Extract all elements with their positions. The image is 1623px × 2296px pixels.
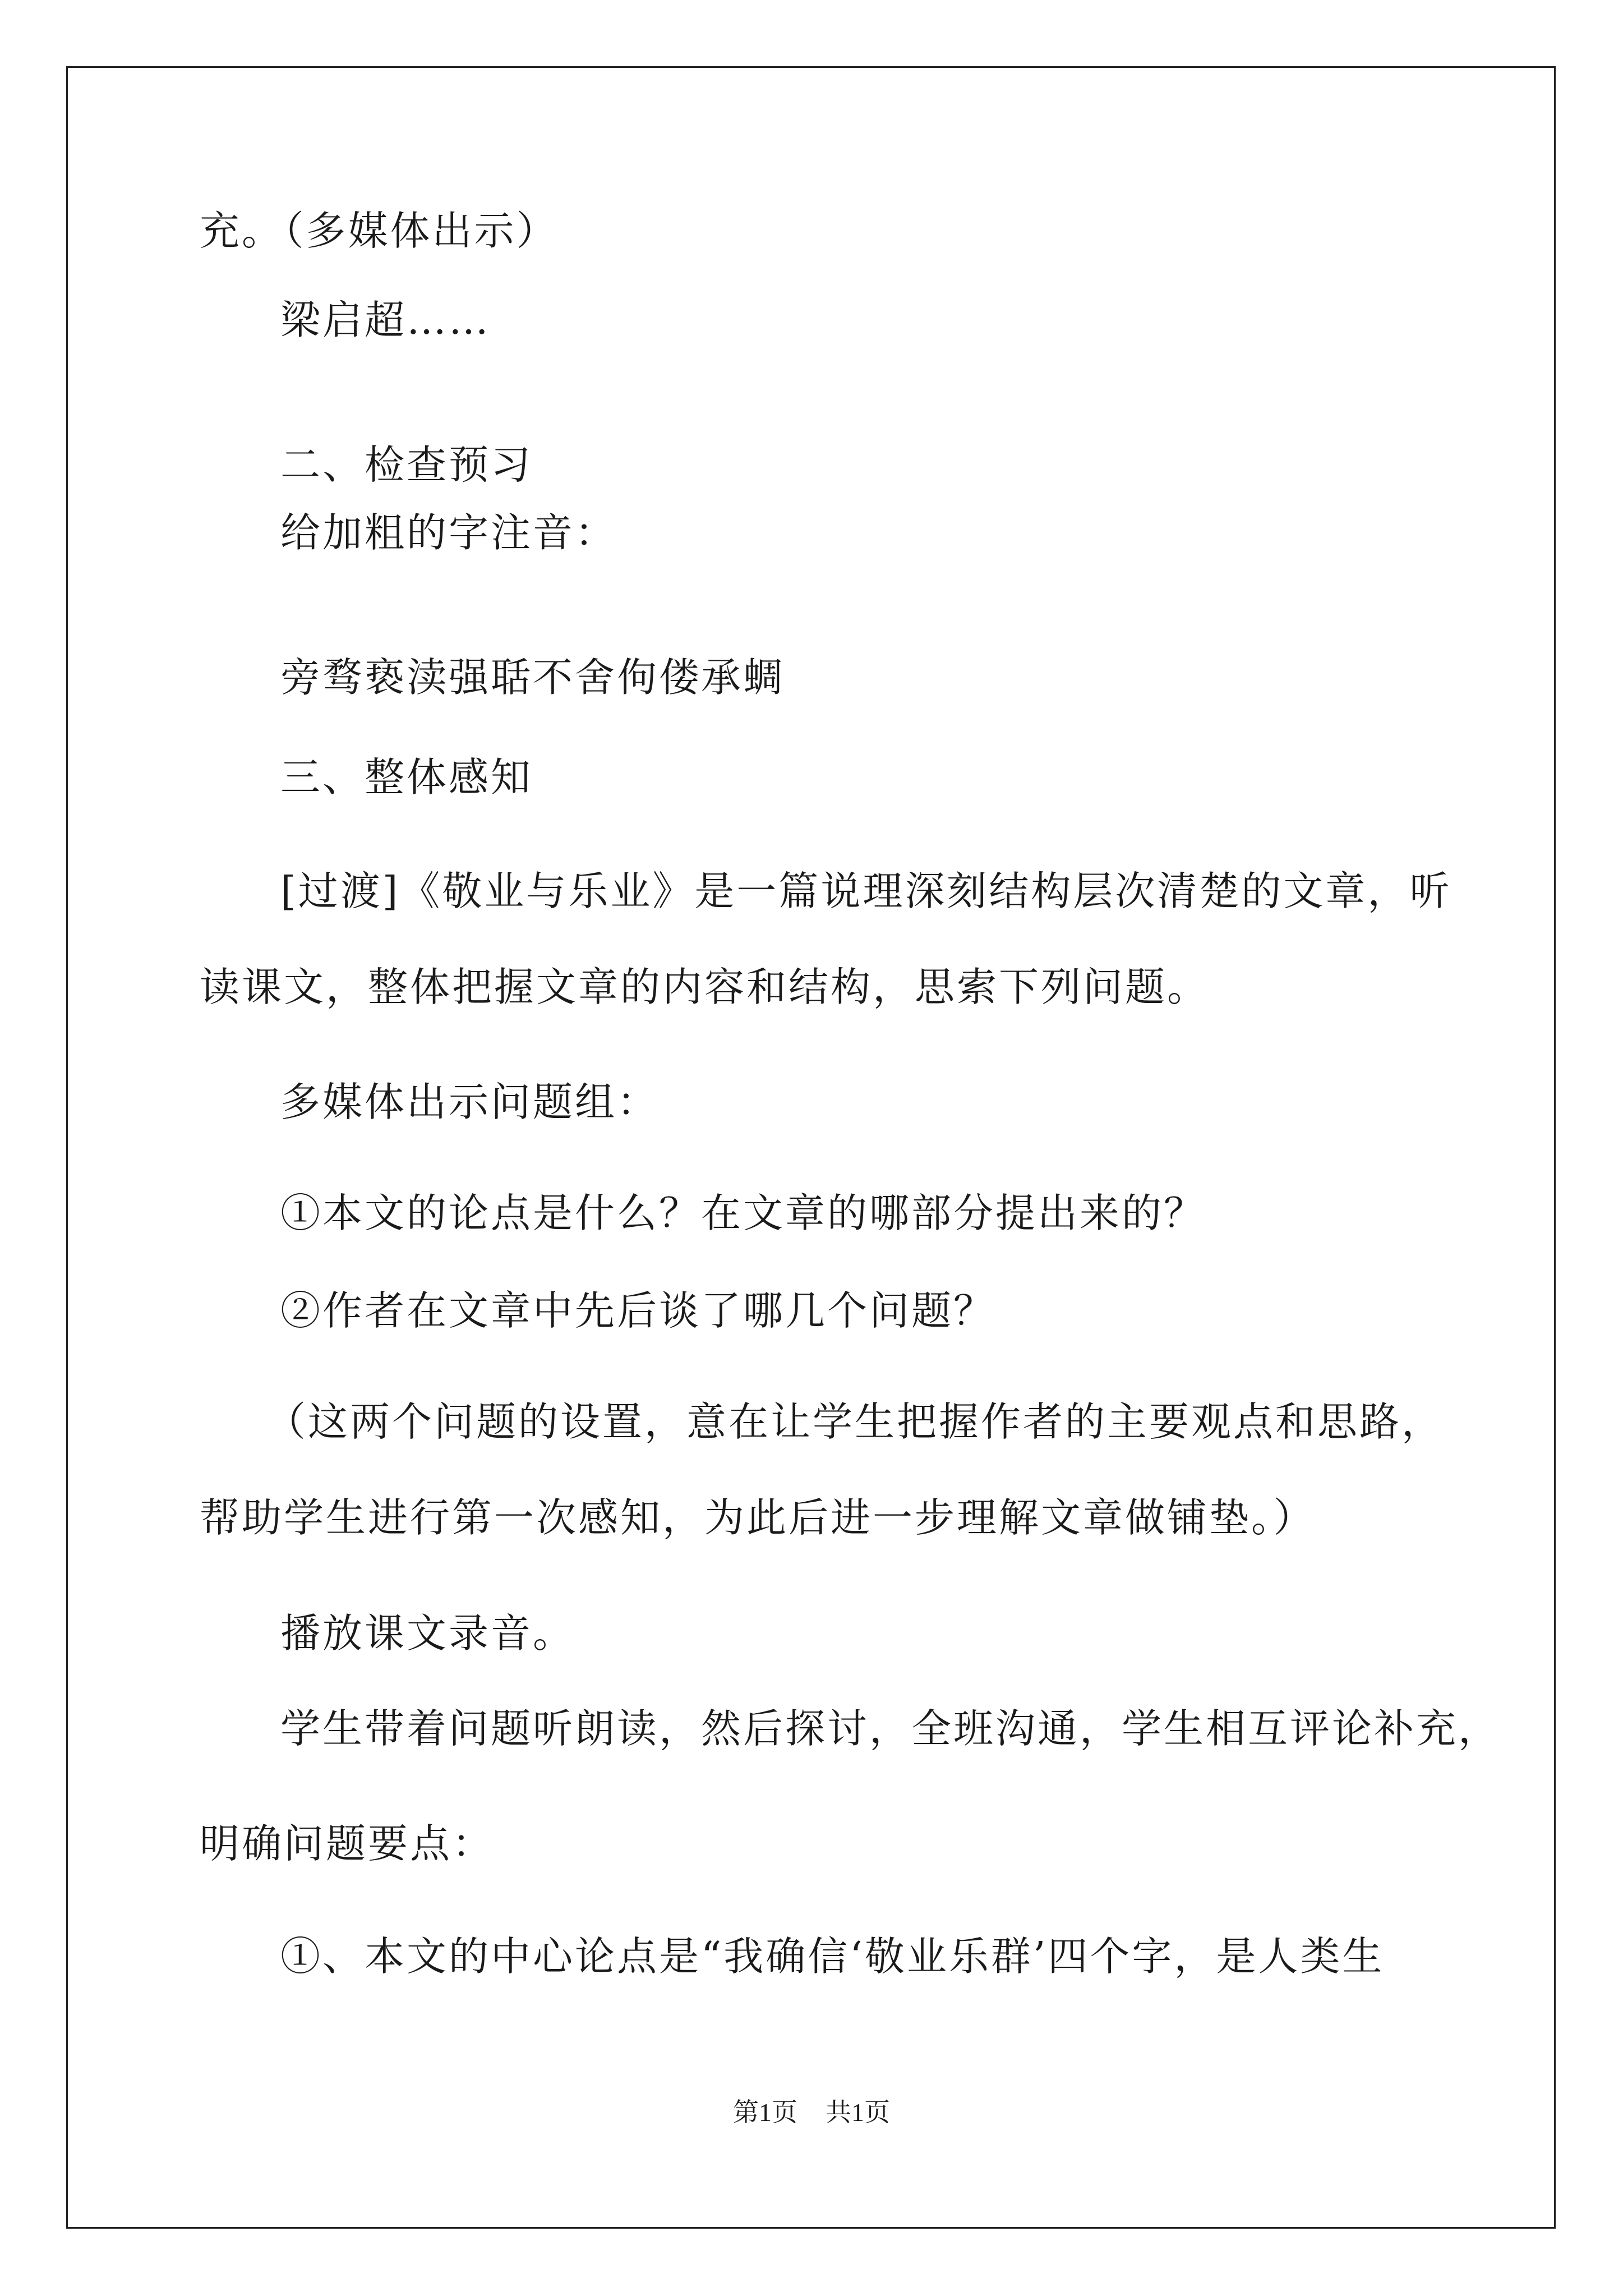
- page-total: 共1页: [826, 2098, 890, 2127]
- text-line: ①本文的论点是什么？在文章的哪部分提出来的？: [280, 1190, 1206, 1236]
- text-line: 给加粗的字注音：: [280, 509, 617, 556]
- page-border: [66, 66, 1556, 2229]
- text-line: 旁骛亵渎强聒不舍佝偻承蜩: [280, 654, 786, 701]
- text-line: 明确问题要点：: [200, 1820, 495, 1867]
- page-footer: [0, 2096, 1623, 2129]
- section-heading: 三、整体感知: [280, 754, 533, 800]
- text-line: 读课文，整体把握文章的内容和结构，思索下列问题。: [200, 964, 1210, 1010]
- text-line: 梁启超……: [280, 297, 491, 343]
- text-line: ①、本文的中心论点是“我确信‘敬业乐群’四个字，是人类生: [280, 1933, 1385, 1980]
- section-heading: 二、检查预习: [280, 441, 533, 488]
- text-line: 学生带着问题听朗读，然后探讨，全班沟通，学生相互评论补充，: [280, 1705, 1501, 1752]
- text-line: 播放课文录音。: [280, 1610, 575, 1657]
- text-line: 充。（多媒体出示）: [200, 208, 559, 254]
- text-line: ②作者在文章中先后谈了哪几个问题？: [280, 1287, 996, 1334]
- text-line: （这两个问题的设置，意在让学生把握作者的主要观点和思路，: [266, 1398, 1444, 1445]
- text-line: [过渡]《敬业与乐业》是一篇说理深刻结构层次清楚的文章，听: [280, 868, 1452, 914]
- page-number: 第1页: [733, 2098, 797, 2127]
- text-line: 帮助学生进行第一次感知，为此后进一步理解文章做铺垫。）: [200, 1494, 1316, 1541]
- text-line: 多媒体出示问题组：: [280, 1079, 660, 1125]
